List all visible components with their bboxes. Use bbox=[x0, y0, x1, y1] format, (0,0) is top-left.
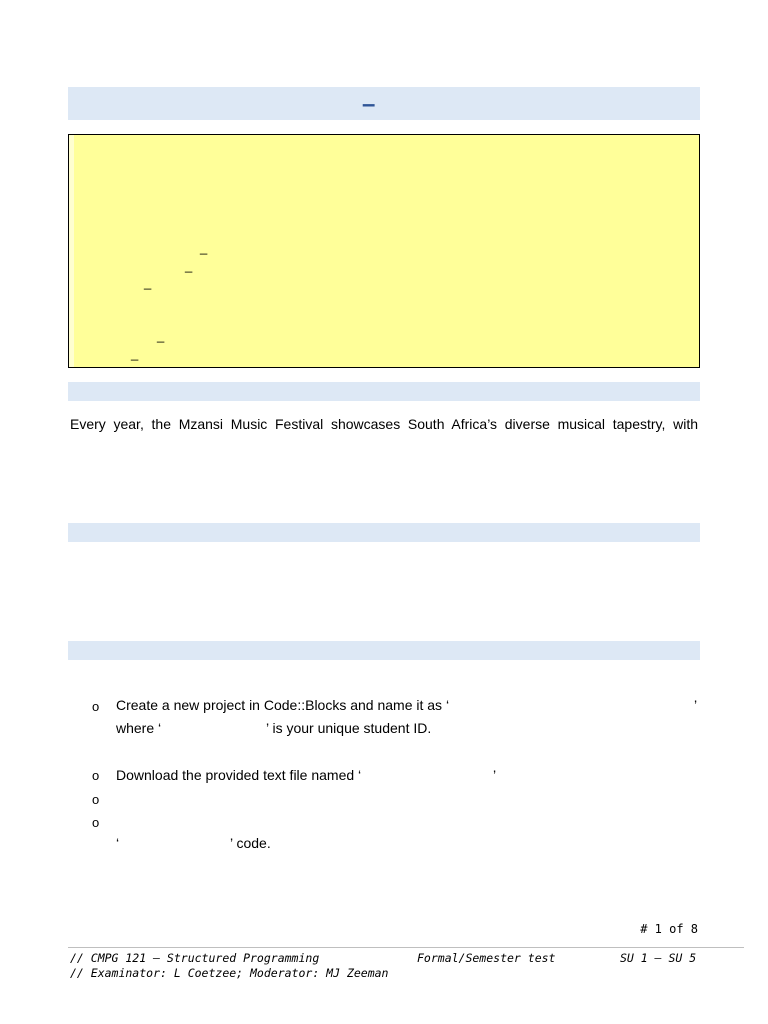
instruction-student-id: ’ is your unique student ID. bbox=[266, 720, 432, 736]
intro-paragraph: Every year, the Mzansi Music Festival showcases South Africa’s diverse musical tapestry, with bbox=[70, 416, 698, 432]
notice-box-edge bbox=[69, 135, 74, 367]
page-number: # 1 of 8 bbox=[640, 922, 698, 936]
footer-staff: // Examinator: L Coetzee; Moderator: MJ Zeeman bbox=[70, 966, 389, 980]
notice-dash: _ bbox=[131, 346, 139, 361]
section-band bbox=[68, 641, 700, 660]
instruction-download-file: Download the provided text file named ‘ bbox=[116, 767, 362, 783]
notice-dash: _ bbox=[157, 328, 165, 343]
instruction-where-prefix: where ‘ bbox=[116, 720, 162, 736]
instruction-create-project: Create a new project in Code::Blocks and name it as ‘ bbox=[116, 697, 450, 713]
notice-dash: _ bbox=[200, 240, 208, 255]
footer-units: SU 1 – SU 5 bbox=[620, 951, 697, 965]
title-dash: – bbox=[362, 91, 376, 118]
footer-test-type: Formal/Semester test bbox=[417, 951, 556, 965]
section-band bbox=[68, 523, 700, 542]
notice-dash: _ bbox=[185, 258, 193, 273]
footer-course: // CMPG 121 – Structured Programming bbox=[70, 951, 320, 965]
title-band bbox=[68, 87, 700, 120]
notice-box bbox=[68, 134, 700, 368]
instruction-code-suffix: ’ code. bbox=[230, 835, 271, 851]
footer-divider bbox=[68, 947, 744, 948]
list-bullet: o bbox=[92, 815, 100, 830]
list-bullet: o bbox=[92, 768, 100, 783]
close-quote: ’ bbox=[493, 767, 497, 783]
list-bullet: o bbox=[92, 792, 100, 807]
section-band bbox=[68, 382, 700, 401]
list-bullet: o bbox=[92, 699, 100, 714]
open-quote: ‘ bbox=[116, 835, 120, 851]
notice-dash: _ bbox=[144, 275, 152, 290]
close-quote: ’ bbox=[694, 697, 698, 713]
